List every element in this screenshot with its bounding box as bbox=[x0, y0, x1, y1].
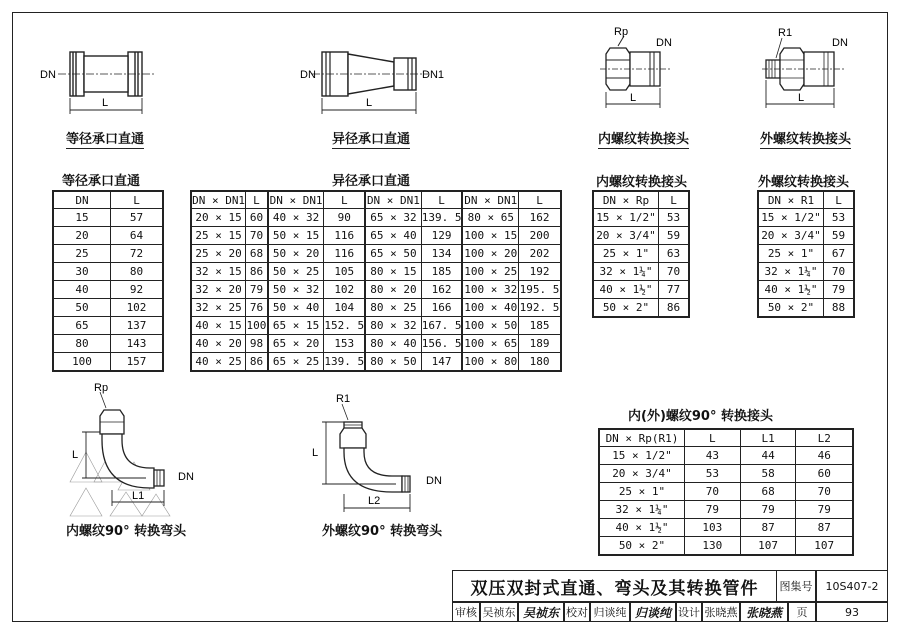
table-cell: 79 bbox=[685, 501, 741, 519]
table-cell: 79 bbox=[796, 501, 853, 519]
female-table-body bbox=[593, 209, 689, 318]
table-cell: 20 bbox=[53, 227, 111, 245]
reducing-socket-caption: 异径承口直通 bbox=[332, 128, 410, 149]
table-cell: 53 bbox=[685, 465, 741, 483]
table-row bbox=[593, 299, 689, 318]
elbow-header-l1: L1 bbox=[740, 429, 796, 447]
table-cell: 102 bbox=[111, 299, 164, 317]
table-cell: 25 × 1" bbox=[599, 483, 685, 501]
table-cell: 50 bbox=[53, 299, 111, 317]
table-row bbox=[599, 537, 853, 556]
male-elbow-l2-label: L2 bbox=[368, 495, 381, 507]
table-row bbox=[53, 299, 163, 317]
table-row bbox=[758, 227, 854, 245]
table-cell: 100 × 65 bbox=[462, 335, 518, 353]
table-cell: 15 bbox=[53, 209, 111, 227]
table-cell: 137 bbox=[111, 317, 164, 335]
equal-header-dn: DN bbox=[53, 191, 111, 209]
elbow-header-l2: L2 bbox=[796, 429, 853, 447]
page-label: 页 bbox=[788, 602, 816, 622]
male-table-title: 外螺纹转换接头 bbox=[758, 175, 850, 190]
female-elbow-dn-label: DN bbox=[178, 471, 194, 483]
table-cell: 86 bbox=[246, 353, 268, 372]
table-cell: 70 bbox=[796, 483, 853, 501]
reducing-l-label: L bbox=[366, 97, 373, 109]
table-cell: 40 × 15 bbox=[191, 317, 246, 335]
table-cell: 60 bbox=[796, 465, 853, 483]
table-cell: 79 bbox=[740, 501, 796, 519]
page-number: 93 bbox=[816, 602, 888, 622]
table-row bbox=[599, 501, 853, 519]
table-cell: 100 × 80 bbox=[462, 353, 518, 372]
table-cell: 40 × 1½" bbox=[758, 281, 824, 299]
reducing-dn1-label: DN1 bbox=[422, 69, 445, 81]
table-cell: 100 × 40 bbox=[462, 299, 518, 317]
table-row bbox=[593, 209, 689, 227]
table-row bbox=[191, 263, 561, 281]
male-l-label: L bbox=[798, 92, 805, 104]
female-header-l: L bbox=[659, 191, 690, 209]
table-cell: 25 bbox=[53, 245, 111, 263]
table-row bbox=[593, 227, 689, 245]
checker-signature: 归谈纯 bbox=[630, 602, 676, 622]
table-cell: 129 bbox=[421, 227, 462, 245]
table-cell: 32 × 15 bbox=[191, 263, 246, 281]
table-cell: 80 × 32 bbox=[365, 317, 421, 335]
table-cell: 65 bbox=[53, 317, 111, 335]
table-cell: 80 × 65 bbox=[462, 209, 518, 227]
review-label: 审核 bbox=[452, 602, 480, 622]
table-cell: 53 bbox=[824, 209, 855, 227]
male-header-l: L bbox=[824, 191, 855, 209]
table-cell: 40 × 20 bbox=[191, 335, 246, 353]
male-elbow-svg bbox=[306, 388, 456, 518]
table-cell: 100 × 20 bbox=[462, 245, 518, 263]
male-dn-label: DN bbox=[832, 37, 848, 49]
table-cell: 20 × 3/4" bbox=[593, 227, 659, 245]
table-row bbox=[53, 245, 163, 263]
table-row bbox=[599, 465, 853, 483]
table-cell: 43 bbox=[685, 447, 741, 465]
table-cell: 25 × 1" bbox=[593, 245, 659, 263]
female-table bbox=[592, 190, 690, 318]
table-row bbox=[191, 317, 561, 335]
reducing-header-cell: DN × DN1 bbox=[365, 191, 421, 209]
table-cell: 180 bbox=[519, 353, 561, 372]
table-cell: 40 × 1½" bbox=[599, 519, 685, 537]
table-cell: 20 × 15 bbox=[191, 209, 246, 227]
equal-table-body bbox=[53, 209, 163, 372]
table-row bbox=[191, 335, 561, 353]
table-cell: 86 bbox=[659, 299, 690, 318]
table-cell: 59 bbox=[659, 227, 690, 245]
reducing-socket-svg bbox=[298, 40, 458, 120]
male-adapter-caption: 外螺纹转换接头 bbox=[760, 128, 851, 149]
table-cell: 65 × 20 bbox=[268, 335, 324, 353]
table-cell: 189 bbox=[519, 335, 561, 353]
design-label: 设计 bbox=[676, 602, 702, 622]
table-row bbox=[191, 245, 561, 263]
male-table bbox=[757, 190, 855, 318]
table-cell: 32 × 1¼" bbox=[599, 501, 685, 519]
elbow-table bbox=[598, 428, 854, 556]
table-cell: 100 × 15 bbox=[462, 227, 518, 245]
reviewer-signature: 吴祯东 bbox=[518, 602, 564, 622]
designer-name: 张晓燕 bbox=[702, 602, 740, 622]
table-cell: 104 bbox=[324, 299, 365, 317]
female-elbow-drawing bbox=[66, 382, 206, 522]
table-cell: 139. 5 bbox=[324, 353, 365, 372]
table-cell: 166 bbox=[421, 299, 462, 317]
table-cell: 53 bbox=[659, 209, 690, 227]
table-cell: 80 bbox=[111, 263, 164, 281]
female-elbow-l1-label: L1 bbox=[132, 490, 145, 502]
table-cell: 185 bbox=[421, 263, 462, 281]
table-cell: 90 bbox=[324, 209, 365, 227]
table-cell: 50 × 2" bbox=[599, 537, 685, 556]
table-cell: 100 bbox=[246, 317, 268, 335]
male-adapter-svg bbox=[762, 26, 862, 116]
table-cell: 103 bbox=[685, 519, 741, 537]
table-row bbox=[599, 483, 853, 501]
equal-l-label: L bbox=[102, 97, 109, 109]
atlas-label: 图集号 bbox=[776, 570, 816, 602]
table-cell: 157 bbox=[111, 353, 164, 372]
table-cell: 68 bbox=[246, 245, 268, 263]
reducing-header-cell: DN × DN1 bbox=[191, 191, 246, 209]
table-cell: 59 bbox=[824, 227, 855, 245]
reducing-header-cell: L bbox=[324, 191, 365, 209]
female-header-size: DN × Rp bbox=[593, 191, 659, 209]
table-row bbox=[191, 281, 561, 299]
table-cell: 92 bbox=[111, 281, 164, 299]
table-cell: 72 bbox=[111, 245, 164, 263]
table-cell: 98 bbox=[246, 335, 268, 353]
table-cell: 192 bbox=[519, 263, 561, 281]
elbow-header-l: L bbox=[685, 429, 741, 447]
table-cell: 32 × 1¼" bbox=[593, 263, 659, 281]
table-cell: 156. 5 bbox=[421, 335, 462, 353]
table-cell: 64 bbox=[111, 227, 164, 245]
table-cell: 79 bbox=[246, 281, 268, 299]
table-cell: 147 bbox=[421, 353, 462, 372]
table-row bbox=[53, 209, 163, 227]
table-cell: 100 × 32 bbox=[462, 281, 518, 299]
reducing-socket-drawing bbox=[298, 40, 458, 124]
table-cell: 80 × 20 bbox=[365, 281, 421, 299]
male-elbow-l-label: L bbox=[312, 447, 319, 459]
table-cell: 40 × 1½" bbox=[593, 281, 659, 299]
table-cell: 80 × 15 bbox=[365, 263, 421, 281]
table-cell: 153 bbox=[324, 335, 365, 353]
female-adapter-drawing bbox=[600, 26, 690, 120]
table-row bbox=[599, 447, 853, 465]
table-cell: 40 × 32 bbox=[268, 209, 324, 227]
table-row bbox=[593, 263, 689, 281]
table-row bbox=[191, 227, 561, 245]
table-cell: 107 bbox=[796, 537, 853, 556]
equal-table-title: 等径承口直通 bbox=[62, 174, 141, 189]
table-cell: 70 bbox=[824, 263, 855, 281]
table-row bbox=[593, 281, 689, 299]
table-row bbox=[53, 227, 163, 245]
equal-table bbox=[52, 190, 164, 372]
table-cell: 100 × 25 bbox=[462, 263, 518, 281]
table-cell: 65 × 40 bbox=[365, 227, 421, 245]
table-cell: 50 × 15 bbox=[268, 227, 324, 245]
table-cell: 143 bbox=[111, 335, 164, 353]
table-cell: 116 bbox=[324, 245, 365, 263]
reducing-header-cell: DN × DN1 bbox=[268, 191, 324, 209]
male-elbow-drawing bbox=[306, 388, 456, 522]
equal-dn-label: DN bbox=[40, 69, 56, 81]
elbow-table-title: 内(外)螺纹90° 转换接头 bbox=[628, 409, 773, 424]
table-cell: 68 bbox=[740, 483, 796, 501]
elbow-table-body bbox=[599, 447, 853, 556]
female-table-title: 内螺纹转换接头 bbox=[596, 175, 688, 190]
table-cell: 65 × 50 bbox=[365, 245, 421, 263]
table-cell: 105 bbox=[324, 263, 365, 281]
equal-socket-svg bbox=[40, 40, 160, 120]
reducing-table-body bbox=[191, 209, 561, 372]
table-row bbox=[758, 281, 854, 299]
table-cell: 107 bbox=[740, 537, 796, 556]
female-adapter-caption: 内螺纹转换接头 bbox=[598, 128, 689, 149]
male-adapter-drawing bbox=[762, 26, 862, 120]
check-label: 校对 bbox=[564, 602, 590, 622]
table-cell: 65 × 25 bbox=[268, 353, 324, 372]
atlas-number: 10S407-2 bbox=[816, 570, 888, 602]
table-cell: 70 bbox=[246, 227, 268, 245]
title-block bbox=[452, 570, 888, 622]
table-cell: 25 × 15 bbox=[191, 227, 246, 245]
table-cell: 139. 5 bbox=[421, 209, 462, 227]
female-elbow-svg bbox=[66, 382, 206, 518]
table-cell: 86 bbox=[246, 263, 268, 281]
male-elbow-dn-label: DN bbox=[426, 475, 442, 487]
table-cell: 134 bbox=[421, 245, 462, 263]
equal-socket-drawing bbox=[40, 40, 160, 124]
reducing-header-cell: DN × DN1 bbox=[462, 191, 518, 209]
table-row bbox=[758, 299, 854, 318]
table-cell: 50 × 20 bbox=[268, 245, 324, 263]
female-elbow-rp-label: Rp bbox=[94, 382, 109, 394]
table-cell: 65 × 32 bbox=[365, 209, 421, 227]
table-cell: 15 × 1/2" bbox=[758, 209, 824, 227]
reviewer-name: 吴祯东 bbox=[480, 602, 518, 622]
table-row bbox=[53, 353, 163, 372]
table-row bbox=[53, 281, 163, 299]
table-cell: 30 bbox=[53, 263, 111, 281]
elbow-header-size: DN × Rp(R1) bbox=[599, 429, 685, 447]
female-elbow-l-label: L bbox=[72, 449, 79, 461]
table-cell: 80 bbox=[53, 335, 111, 353]
table-cell: 40 × 25 bbox=[191, 353, 246, 372]
table-row bbox=[593, 245, 689, 263]
table-row bbox=[53, 263, 163, 281]
table-cell: 70 bbox=[685, 483, 741, 501]
table-cell: 202 bbox=[519, 245, 561, 263]
equal-socket-caption: 等径承口直通 bbox=[66, 128, 144, 149]
table-cell: 63 bbox=[659, 245, 690, 263]
table-cell: 50 × 25 bbox=[268, 263, 324, 281]
table-cell: 80 × 25 bbox=[365, 299, 421, 317]
table-cell: 167. 5 bbox=[421, 317, 462, 335]
table-row bbox=[53, 317, 163, 335]
table-cell: 15 × 1/2" bbox=[599, 447, 685, 465]
table-cell: 32 × 1¼" bbox=[758, 263, 824, 281]
female-l-label: L bbox=[630, 92, 637, 104]
reducing-table bbox=[190, 190, 562, 372]
table-cell: 79 bbox=[824, 281, 855, 299]
reducing-table-title: 异径承口直通 bbox=[332, 174, 411, 189]
table-cell: 80 × 50 bbox=[365, 353, 421, 372]
table-cell: 70 bbox=[659, 263, 690, 281]
sheet-title: 双压双封式直通、弯头及其转换管件 bbox=[452, 570, 776, 602]
reducing-header-cell: L bbox=[421, 191, 462, 209]
table-cell: 200 bbox=[519, 227, 561, 245]
female-adapter-svg bbox=[600, 26, 690, 116]
table-cell: 87 bbox=[796, 519, 853, 537]
table-cell: 50 × 2" bbox=[593, 299, 659, 318]
table-row bbox=[758, 245, 854, 263]
table-cell: 60 bbox=[246, 209, 268, 227]
table-cell: 50 × 32 bbox=[268, 281, 324, 299]
table-cell: 15 × 1/2" bbox=[593, 209, 659, 227]
male-elbow-caption: 外螺纹90° 转换弯头 bbox=[322, 524, 443, 539]
table-cell: 88 bbox=[824, 299, 855, 318]
male-table-body bbox=[758, 209, 854, 318]
table-cell: 57 bbox=[111, 209, 164, 227]
table-cell: 20 × 3/4" bbox=[758, 227, 824, 245]
reducing-header-cell: L bbox=[519, 191, 561, 209]
table-cell: 100 bbox=[53, 353, 111, 372]
table-cell: 76 bbox=[246, 299, 268, 317]
male-header-size: DN × R1 bbox=[758, 191, 824, 209]
table-cell: 32 × 25 bbox=[191, 299, 246, 317]
table-cell: 46 bbox=[796, 447, 853, 465]
male-elbow-r1-label: R1 bbox=[336, 393, 351, 405]
table-cell: 25 × 20 bbox=[191, 245, 246, 263]
designer-signature: 张晓燕 bbox=[740, 602, 788, 622]
table-cell: 65 × 15 bbox=[268, 317, 324, 335]
table-cell: 50 × 2" bbox=[758, 299, 824, 318]
table-cell: 162 bbox=[421, 281, 462, 299]
table-cell: 192. 5 bbox=[519, 299, 561, 317]
female-rp-label: Rp bbox=[614, 26, 629, 38]
reducing-header-row bbox=[191, 191, 561, 209]
table-row bbox=[758, 209, 854, 227]
table-cell: 195. 5 bbox=[519, 281, 561, 299]
table-cell: 87 bbox=[740, 519, 796, 537]
table-cell: 162 bbox=[519, 209, 561, 227]
table-cell: 77 bbox=[659, 281, 690, 299]
table-row bbox=[191, 299, 561, 317]
table-cell: 116 bbox=[324, 227, 365, 245]
table-cell: 130 bbox=[685, 537, 741, 556]
table-cell: 20 × 3/4" bbox=[599, 465, 685, 483]
table-row bbox=[758, 263, 854, 281]
table-row bbox=[191, 209, 561, 227]
male-r1-label: R1 bbox=[778, 27, 793, 39]
table-cell: 100 × 50 bbox=[462, 317, 518, 335]
table-row bbox=[53, 335, 163, 353]
female-dn-label: DN bbox=[656, 37, 672, 49]
table-cell: 102 bbox=[324, 281, 365, 299]
table-cell: 80 × 40 bbox=[365, 335, 421, 353]
equal-header-l: L bbox=[111, 191, 164, 209]
reducing-dn-label: DN bbox=[300, 69, 316, 81]
table-cell: 50 × 40 bbox=[268, 299, 324, 317]
table-cell: 32 × 20 bbox=[191, 281, 246, 299]
table-cell: 67 bbox=[824, 245, 855, 263]
female-elbow-caption: 内螺纹90° 转换弯头 bbox=[66, 524, 187, 539]
table-cell: 25 × 1" bbox=[758, 245, 824, 263]
table-cell: 185 bbox=[519, 317, 561, 335]
table-cell: 58 bbox=[740, 465, 796, 483]
checker-name: 归谈纯 bbox=[590, 602, 630, 622]
table-cell: 44 bbox=[740, 447, 796, 465]
table-cell: 40 bbox=[53, 281, 111, 299]
table-row bbox=[191, 353, 561, 372]
table-cell: 152. 5 bbox=[324, 317, 365, 335]
reducing-header-cell: L bbox=[246, 191, 268, 209]
table-row bbox=[599, 519, 853, 537]
